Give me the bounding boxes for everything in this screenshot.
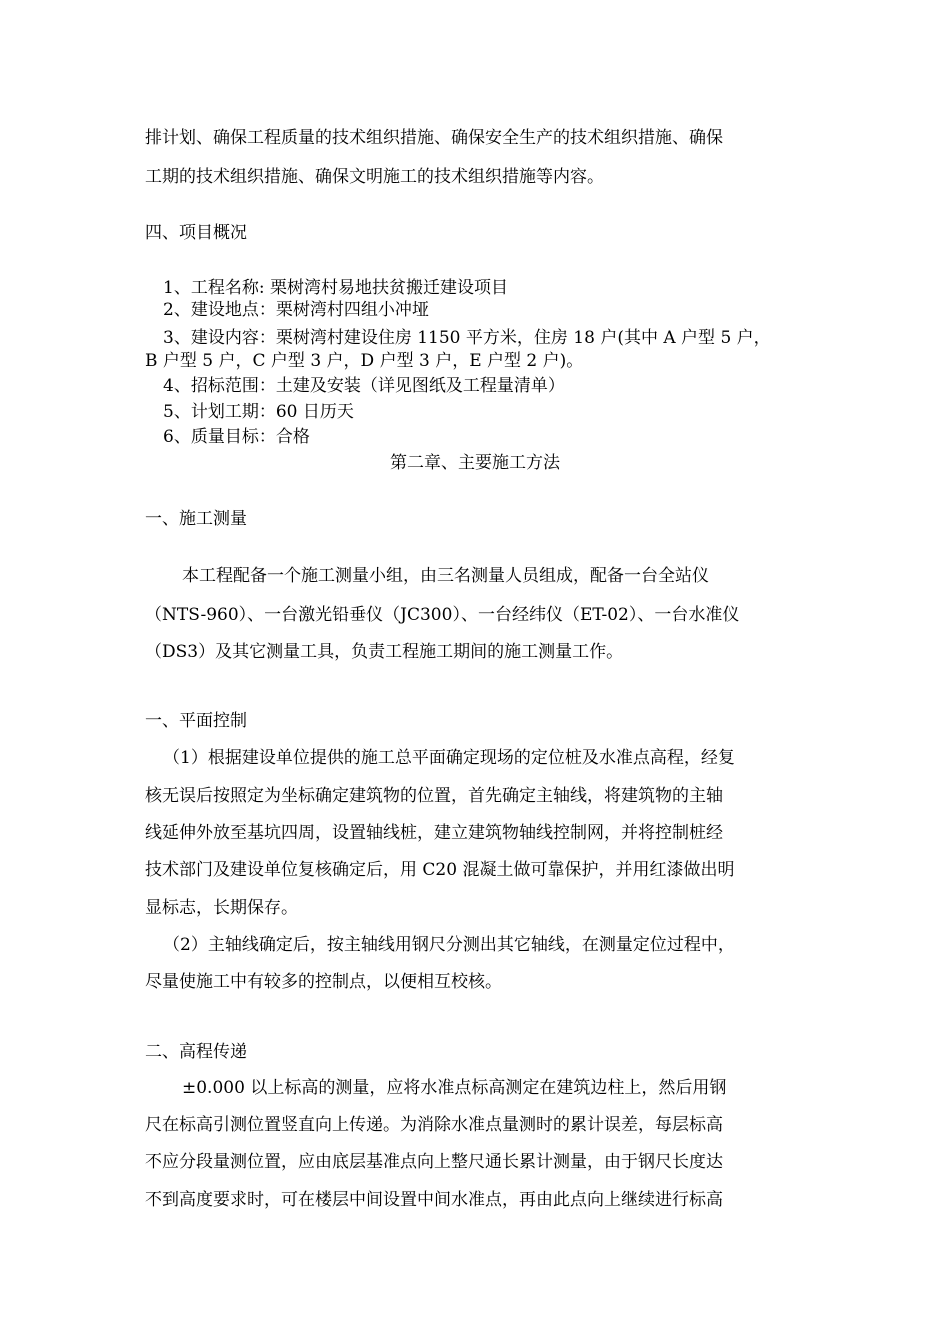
- plane-para-2-line-2: 尽量使施工中有较多的控制点，以便相互校核。: [145, 972, 502, 992]
- plane-para-1-line-1: （1）根据建设单位提供的施工总平面确定现场的定位桩及水准点高程，经复: [163, 748, 735, 768]
- elevation-para-line-1: ±0.000 以上标高的测量，应将水准点标高测定在建筑边柱上，然后用钢: [182, 1078, 727, 1098]
- plane-para-1-line-4: 技术部门及建设单位复核确定后，用 C20 混凝土做可靠保护，并用红漆做出明: [145, 860, 735, 880]
- chapter-title: 第二章、主要施工方法: [390, 453, 560, 473]
- plane-para-1-line-5: 显标志，长期保存。: [145, 898, 298, 918]
- plane-para-1-line-3: 线延伸外放至基坑四周，设置轴线桩，建立建筑物轴线控制网，并将控制桩经: [145, 823, 723, 843]
- overview-item-3-cont: B 户型 5 户，C 户型 3 户，D 户型 3 户，E 户型 2 户)。: [145, 351, 584, 371]
- elevation-para-line-2: 尺在标高引测位置竖直向上传递。为消除水准点量测时的累计误差，每层标高: [145, 1115, 723, 1135]
- plane-para-2-line-1: （2）主轴线确定后，按主轴线用钢尺分测出其它轴线，在测量定位过程中，: [163, 935, 735, 955]
- intro-line-1: 排计划、确保工程质量的技术组织措施、确保安全生产的技术组织措施、确保: [145, 128, 723, 148]
- survey-para-line-2: （NTS-960）、一台激光铅垂仪（JC300）、一台经纬仪（ET-02）、一台水准仪: [145, 605, 740, 625]
- elevation-para-line-3: 不应分段量测位置，应由底层基准点向上整尺通长累计测量，由于钢尺长度达: [145, 1152, 723, 1172]
- survey-para-line-3: （DS3）及其它测量工具，负责工程施工期间的施工测量工作。: [145, 642, 624, 662]
- overview-item-5: 5、计划工期：60 日历天: [163, 402, 354, 422]
- overview-item-2: 2、建设地点：栗树湾村四组小冲垭: [163, 300, 429, 320]
- overview-item-4: 4、招标范围：土建及安装（详见图纸及工程量清单）: [163, 376, 565, 396]
- overview-item-3: 3、建设内容：栗树湾村建设住房 1150 平方米，住房 18 户(其中 A 户型 5 户，: [163, 328, 771, 348]
- intro-line-2: 工期的技术组织措施、确保文明施工的技术组织措施等内容。: [145, 167, 604, 187]
- section-heading-survey: 一、施工测量: [145, 509, 247, 529]
- section-heading-elevation: 二、高程传递: [145, 1042, 247, 1062]
- overview-item-6: 6、质量目标：合格: [163, 427, 310, 447]
- overview-item-1: 1、工程名称: 栗树湾村易地扶贫搬迁建设项目: [163, 278, 508, 298]
- section-heading-plane: 一、平面控制: [145, 711, 247, 731]
- elevation-para-line-4: 不到高度要求时，可在楼层中间设置中间水准点，再由此点向上继续进行标高: [145, 1190, 723, 1210]
- plane-para-1-line-2: 核无误后按照定为坐标确定建筑物的位置，首先确定主轴线，将建筑物的主轴: [145, 786, 723, 806]
- section-heading-overview: 四、项目概况: [145, 223, 247, 243]
- survey-para-line-1: 本工程配备一个施工测量小组，由三名测量人员组成，配备一台全站仪: [182, 566, 709, 586]
